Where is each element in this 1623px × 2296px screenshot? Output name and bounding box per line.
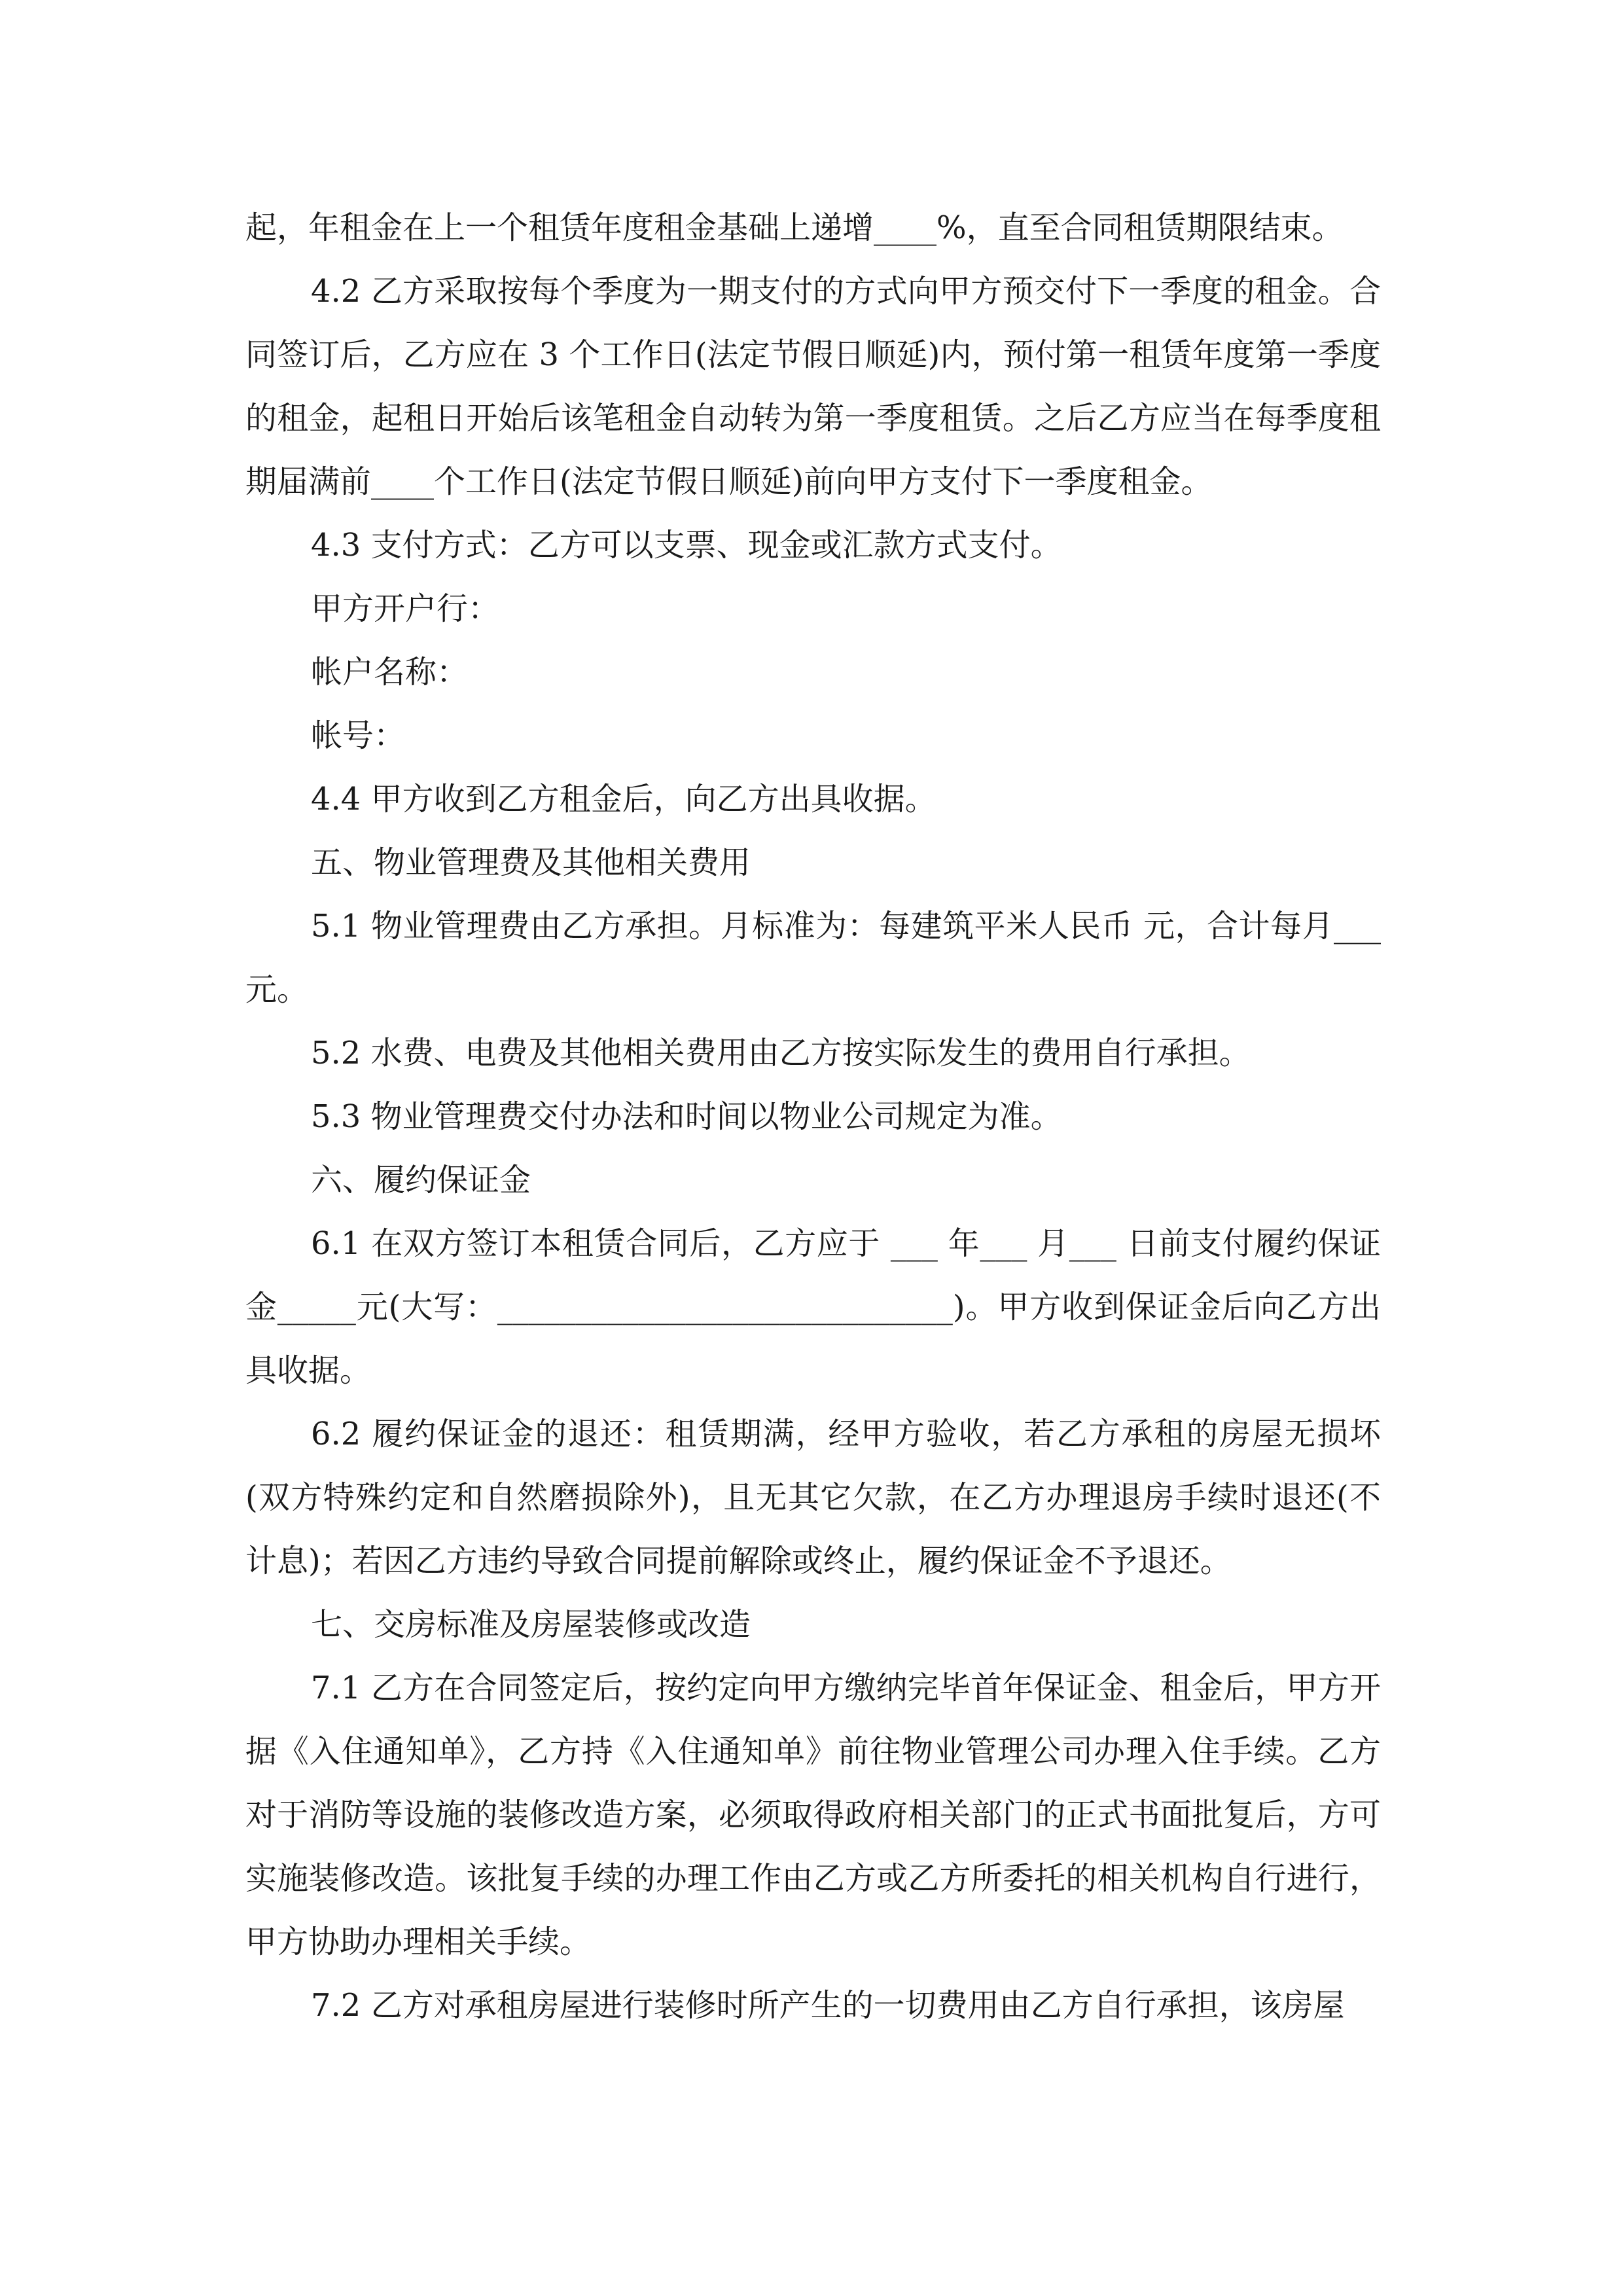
paragraph-4-2: 4.2 乙方采取按每个季度为一期支付的方式向甲方预交付下一季度的租金。合同签订后，乙方应在 3 个工作日(法定节假日顺延)内，预付第一租赁年度第一季度的租金，起租日开始后该笔租金自动转为第一季度租赁。之后乙方应当在每季度租期届满前____个工作日(法定节假日顺延)前向甲方支付下一季度租金。 (245, 273, 1381, 500)
paragraph-4-3: 4.3 支付方式：乙方可以支票、现金或汇款方式支付。 (311, 527, 1062, 564)
paragraph-5-2: 5.2 水费、电费及其他相关费用由乙方按实际发生的费用自行承担。 (311, 1035, 1251, 1071)
paragraph-7-2: 7.2 乙方对承租房屋进行装修时所产生的一切费用由乙方自行承担，该房屋 (311, 1987, 1345, 2024)
paragraph-account-number: 帐号： (311, 717, 406, 754)
section-heading-5: 五、物业管理费及其他相关费用 (311, 844, 751, 881)
paragraph-bank: 甲方开户行： (311, 590, 500, 627)
paragraph-account-name: 帐户名称： (311, 654, 469, 691)
section-heading-7: 七、交房标准及房屋装修或改造 (311, 1606, 751, 1643)
paragraph-5-1: 5.1 物业管理费由乙方承担。月标准为：每建筑平米人民币 元，合计每月___元。 (245, 908, 1381, 1008)
paragraph-5-3: 5.3 物业管理费交付办法和时间以物业公司规定为准。 (311, 1098, 1062, 1135)
paragraph-rent-increase: 起，年租金在上一个租赁年度租金基础上递增____%，直至合同租赁期限结束。 (245, 209, 1344, 246)
paragraph-6-1: 6.1 在双方签订本租赁合同后，乙方应于 ___ 年___ 月___ 日前支付履约保证金_____元(大写：_____________________________)。甲方收到保证金后向乙方出具收据。 (245, 1225, 1381, 1389)
document-body (245, 196, 1381, 2037)
paragraph-4-4: 4.4 甲方收到乙方租金后，向乙方出具收据。 (311, 781, 936, 817)
section-heading-6: 六、履约保证金 (311, 1162, 531, 1198)
paragraph-7-1: 7.1 乙方在合同签定后，按约定向甲方缴纳完毕首年保证金、租金后，甲方开据《入住通知单》，乙方持《入住通知单》前往物业管理公司办理入住手续。乙方对于消防等设施的装修改造方案，必须取得政府相关部门的正式书面批复后，方可实施装修改造。该批复手续的办理工作由乙方或乙方所委托的相关机构自行进行，甲方协助办理相关手续。 (245, 1670, 1381, 1960)
paragraph-6-2: 6.2 履约保证金的退还：租赁期满，经甲方验收，若乙方承租的房屋无损坏(双方特殊约定和自然磨损除外)，且无其它欠款，在乙方办理退房手续时退还(不计息)；若因乙方违约导致合同提前解除或终止，履约保证金不予退还。 (245, 1416, 1381, 1579)
